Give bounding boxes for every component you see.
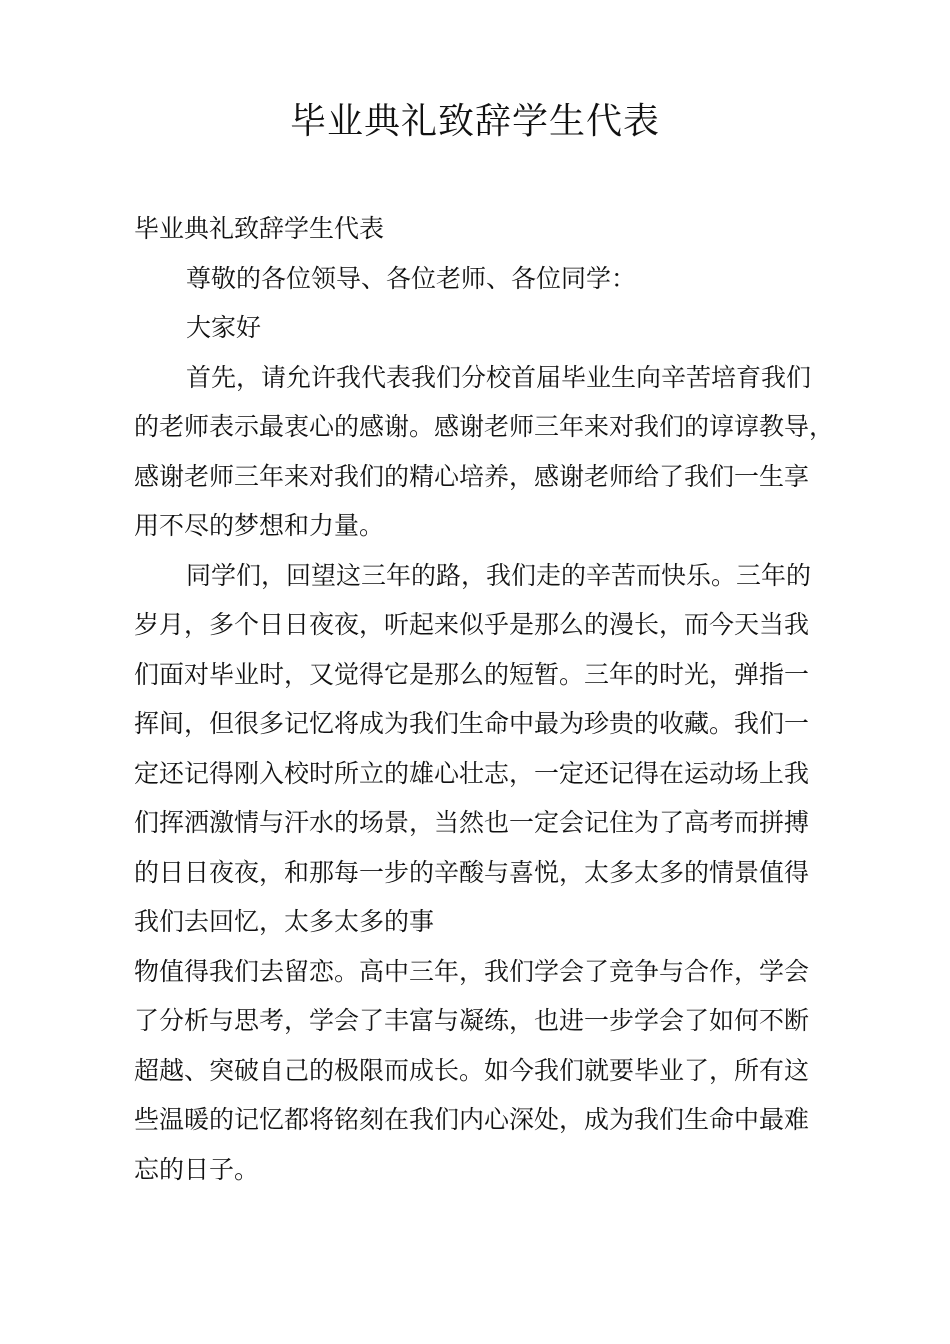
paragraph-line: 们面对毕业时，又觉得它是那么的短暂。三年的时光，弹指一 — [134, 659, 810, 689]
paragraph-line: 超越、突破自己的极限而成长。如今我们就要毕业了，所有这 — [134, 1055, 810, 1085]
paragraph-line: 同学们，回望这三年的路，我们走的辛苦而快乐。三年的 — [186, 560, 812, 590]
paragraph-line: 忘的日子。 — [134, 1154, 260, 1184]
paragraph-line: 感谢老师三年来对我们的精心培养，感谢老师给了我们一生享 — [134, 461, 810, 491]
paragraph-line: 们挥洒激情与汗水的场景，当然也一定会记住为了高考而拼搏 — [134, 808, 810, 837]
paragraph-line: 岁月，多个日日夜夜，听起来似乎是那么的漫长，而今天当我 — [134, 610, 810, 639]
paragraph-line: 首先，请允许我代表我们分校首届毕业生向辛苦培育我们 — [186, 362, 812, 392]
paragraph-line: 的日日夜夜，和那每一步的辛酸与喜悦，太多太多的情景值得 — [134, 857, 810, 887]
paragraph-line: 用不尽的梦想和力量。 — [134, 511, 385, 540]
paragraph-line: 些温暖的记忆都将铭刻在我们内心深处，成为我们生命中最难 — [134, 1105, 810, 1134]
document-title: 毕业典礼致辞学生代表 — [289, 101, 660, 142]
paragraph-line: 定还记得刚入校时所立的雄心壮志，一定还记得在运动场上我 — [134, 758, 810, 788]
paragraph-line: 的老师表示最衷心的感谢。感谢老师三年来对我们的谆谆教导， — [134, 412, 835, 441]
paragraph-line: 物值得我们去留恋。高中三年，我们学会了竞争与合作，学会 — [134, 956, 810, 986]
paragraph-line: 我们去回忆，太多太多的事 — [134, 907, 435, 936]
paragraph-line: 挥间，但很多记忆将成为我们生命中最为珍贵的收藏。我们一 — [134, 709, 810, 738]
paragraph-line: 毕业典礼致辞学生代表 — [134, 214, 385, 243]
paragraph-line: 大家好 — [186, 313, 262, 342]
document-body — [134, 204, 834, 1194]
paragraph-line: 了分析与思考，学会了丰富与凝练，也进一步学会了如何不断 — [134, 1006, 810, 1035]
paragraph-line: 尊敬的各位领导、各位老师、各位同学： — [186, 263, 637, 293]
